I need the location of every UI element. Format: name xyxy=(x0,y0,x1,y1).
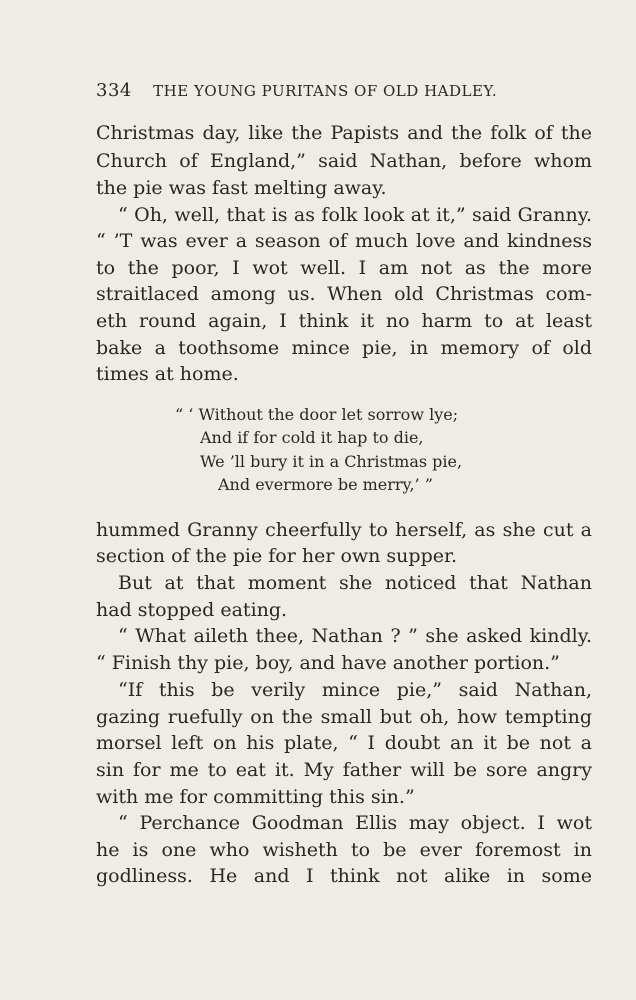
text-line: “ What aileth thee, Nathan ? ” she asked kindly. xyxy=(118,625,592,647)
text-line: eth round again, I think it no harm to at least xyxy=(96,310,592,332)
text-line: morsel left on his plate, “ I doubt an it be not a xyxy=(96,732,592,754)
verse-line: And if for cold it hap to die, xyxy=(200,428,424,447)
text-line: section of the pie for her own supper. xyxy=(96,545,458,567)
text-line: godliness. He and I think not alike in some xyxy=(96,865,592,887)
verse-line: “ ‘ Without the door let sorrow lye; xyxy=(175,405,459,424)
text-line: “ Perchance Goodman Ellis may object. I wot xyxy=(118,812,592,834)
text-line: gazing ruefully on the small but oh, how tempting xyxy=(96,706,592,728)
text-line: with me for committing this sin.” xyxy=(96,786,415,808)
text-line: the pie was fast melting away. xyxy=(96,177,387,199)
text-line: Church of England,” said Nathan, before whom xyxy=(96,150,592,172)
running-header xyxy=(96,80,536,101)
running-title: THE YOUNG PURITANS OF OLD HADLEY. xyxy=(153,82,498,100)
page-number: 334 xyxy=(96,80,132,101)
text-line: he is one who wisheth to be ever foremost in xyxy=(96,839,592,861)
text-line: hummed Granny cheerfully to herself, as she cut a xyxy=(96,519,592,541)
text-line: times at home. xyxy=(96,363,239,385)
text-line: to the poor, I wot well. I am not as the more xyxy=(96,257,592,279)
verse-line: And evermore be merry,’ ” xyxy=(218,475,433,494)
text-line: “ Finish thy pie, boy, and have another portion.” xyxy=(96,652,560,674)
text-line: Christmas day, like the Papists and the folk of the xyxy=(96,122,592,144)
text-line: bake a toothsome mince pie, in memory of old xyxy=(96,337,592,359)
text-line: straitlaced among us. When old Christmas com- xyxy=(96,283,592,305)
text-line: But at that moment she noticed that Nathan xyxy=(118,572,592,594)
text-line: “ Oh, well, that is as folk look at it,” said Granny. xyxy=(118,204,592,226)
text-line: had stopped eating. xyxy=(96,599,288,621)
text-line: “ ’T was ever a season of much love and kindness xyxy=(96,230,592,252)
text-line: sin for me to eat it. My father will be sore angry xyxy=(96,759,592,781)
text-line: “If this be verily mince pie,” said Nathan, xyxy=(118,679,592,701)
verse-line: We ’ll bury it in a Christmas pie, xyxy=(200,452,463,471)
